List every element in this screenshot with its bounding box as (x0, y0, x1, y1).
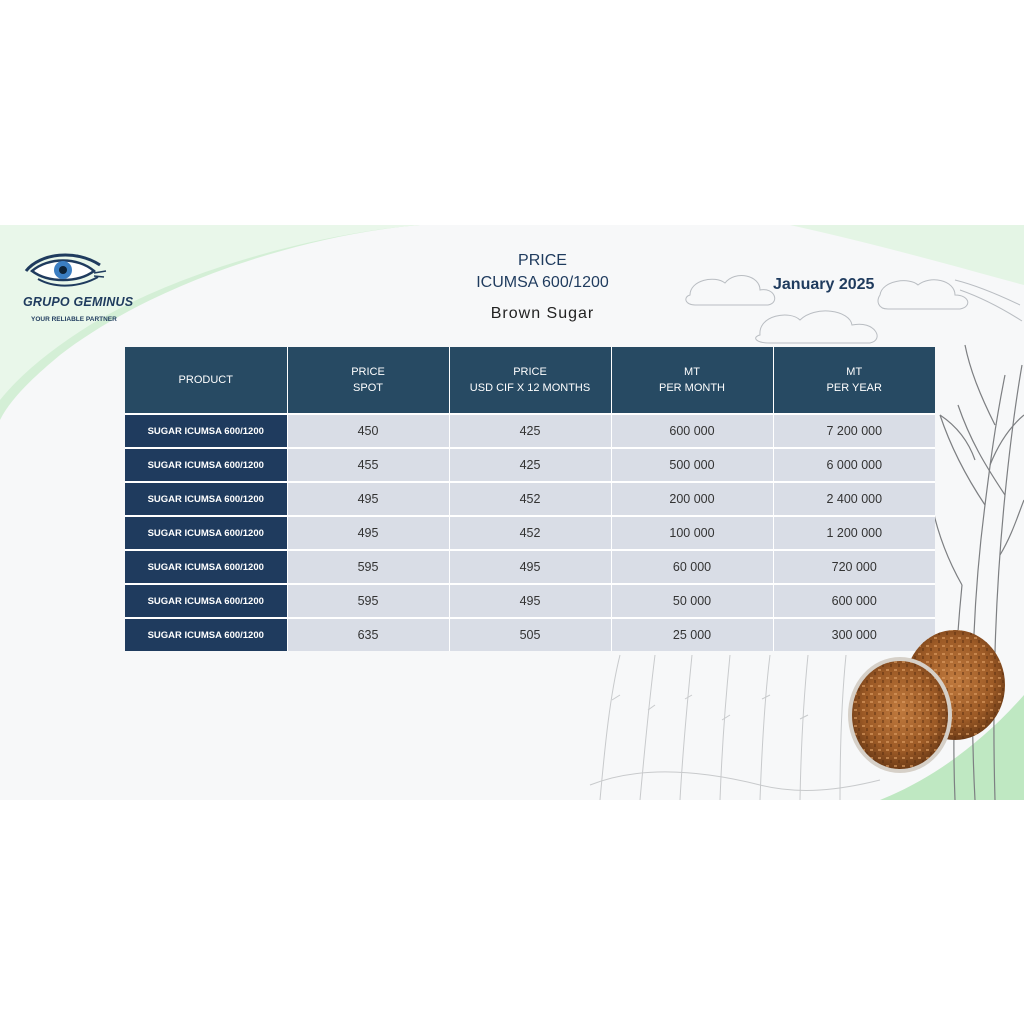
product-cell: SUGAR ICUMSA 600/1200 (125, 414, 287, 448)
product-cell: SUGAR ICUMSA 600/1200 (125, 550, 287, 584)
value-cell: 50 000 (611, 584, 773, 618)
product-cell: SUGAR ICUMSA 600/1200 (125, 618, 287, 651)
value-cell: 60 000 (611, 550, 773, 584)
title-line-2: ICUMSA 600/1200 (476, 274, 609, 291)
value-cell: 635 (287, 618, 449, 651)
product-cell: SUGAR ICUMSA 600/1200 (125, 584, 287, 618)
title-line-1: PRICE (518, 252, 567, 269)
value-cell: 595 (287, 550, 449, 584)
value-cell: 1 200 000 (773, 516, 935, 550)
eye-icon (18, 247, 108, 292)
company-logo (18, 247, 148, 337)
value-cell: 500 000 (611, 448, 773, 482)
price-table (125, 347, 935, 651)
table-row (125, 618, 935, 651)
header-mt-month: MT PER MONTH (611, 347, 773, 414)
value-cell: 452 (449, 516, 611, 550)
value-cell: 425 (449, 448, 611, 482)
header-price-spot: PRICE SPOT (287, 347, 449, 414)
brown-sugar-image (845, 620, 1005, 780)
product-cell: SUGAR ICUMSA 600/1200 (125, 448, 287, 482)
value-cell: 100 000 (611, 516, 773, 550)
company-name: GRUPO GEMINUS (23, 295, 134, 309)
value-cell: 495 (449, 584, 611, 618)
table-row (125, 414, 935, 448)
value-cell: 495 (449, 550, 611, 584)
table-row (125, 516, 935, 550)
company-tagline: YOUR RELIABLE PARTNER (31, 316, 117, 323)
value-cell: 495 (287, 516, 449, 550)
value-cell: 25 000 (611, 618, 773, 651)
table-row (125, 448, 935, 482)
title-line-3: Brown Sugar (490, 305, 595, 322)
value-cell: 425 (449, 414, 611, 448)
value-cell: 7 200 000 (773, 414, 935, 448)
value-cell: 600 000 (773, 584, 935, 618)
value-cell: 505 (449, 618, 611, 651)
value-cell: 495 (287, 482, 449, 516)
table-row (125, 482, 935, 516)
value-cell: 600 000 (611, 414, 773, 448)
value-cell: 450 (287, 414, 449, 448)
value-cell: 720 000 (773, 550, 935, 584)
header-product: PRODUCT (125, 347, 287, 414)
value-cell: 455 (287, 448, 449, 482)
value-cell: 200 000 (611, 482, 773, 516)
header-price-cif: PRICE USD CIF X 12 MONTHS (449, 347, 611, 414)
price-slide (0, 225, 1024, 800)
table-header-row (125, 347, 935, 414)
value-cell: 300 000 (773, 618, 935, 651)
table-row (125, 584, 935, 618)
slide-title (420, 250, 665, 325)
value-cell: 452 (449, 482, 611, 516)
value-cell: 2 400 000 (773, 482, 935, 516)
header-mt-year: MT PER YEAR (773, 347, 935, 414)
value-cell: 595 (287, 584, 449, 618)
table-row (125, 550, 935, 584)
date-label: January 2025 (773, 276, 875, 293)
value-cell: 6 000 000 (773, 448, 935, 482)
product-cell: SUGAR ICUMSA 600/1200 (125, 516, 287, 550)
product-cell: SUGAR ICUMSA 600/1200 (125, 482, 287, 516)
